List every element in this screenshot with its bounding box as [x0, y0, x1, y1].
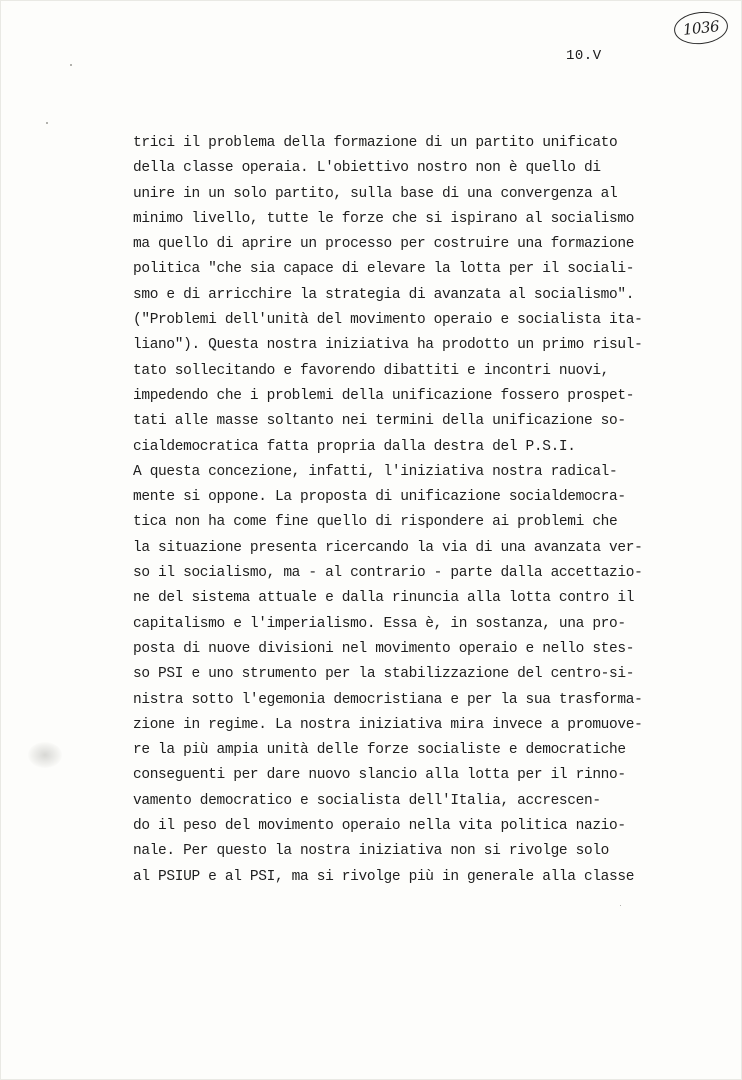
text-line: vamento democratico e socialista dell'Italia, accrescen-	[133, 792, 601, 809]
paper-smudge	[28, 742, 62, 768]
text-line: capitalismo e l'imperialismo. Essa è, in sostanza, una pro-	[133, 615, 626, 632]
text-line: tica non ha come fine quello di rispondere ai problemi che	[133, 514, 618, 531]
text-line: ma quello di aprire un processo per costruire una formazione	[133, 236, 635, 253]
text-line: mente si oppone. La proposta di unificazione socialdemocra-	[133, 489, 626, 506]
text-line: A questa concezione, infatti, l'iniziativa nostra radical-	[133, 463, 618, 480]
text-line: politica "che sia capace di elevare la lotta per il sociali-	[133, 261, 635, 278]
text-line: so il socialismo, ma - al contrario - parte dalla accettazio-	[133, 565, 643, 582]
text-line: trici il problema della formazione di un partito unificato	[133, 135, 618, 151]
text-line: re la più ampia unità delle forze socialiste e democratiche	[133, 742, 626, 759]
archive-number-stamp: 1036	[672, 9, 729, 46]
text-line: tati alle masse soltanto nei termini della unificazione so-	[133, 413, 626, 430]
text-line: zione in regime. La nostra iniziativa mira invece a promuove-	[133, 716, 643, 733]
text-line: ("Problemi dell'unità del movimento operaio e socialista ita-	[133, 312, 643, 329]
text-line: la situazione presenta ricercando la via di una avanzata ver-	[133, 539, 643, 556]
text-line: nistra sotto l'egemonia democristiana e per la sua trasforma-	[133, 691, 643, 708]
text-line: do il peso del movimento operaio nella vita politica nazio-	[133, 818, 626, 835]
text-line: unire in un solo partito, sulla base di una convergenza al	[133, 185, 618, 202]
text-line: ne del sistema attuale e dalla rinuncia alla lotta contro il	[133, 590, 635, 607]
text-line: posta di nuove divisioni nel movimento operaio e nello stes-	[133, 640, 635, 657]
text-line: smo e di arricchire la strategia di avanzata al socialismo".	[133, 286, 635, 303]
text-line: minimo livello, tutte le forze che si ispirano al socialismo	[133, 210, 635, 227]
text-line: liano"). Questa nostra iniziativa ha prodotto un primo risul-	[133, 337, 643, 354]
text-line: impedendo che i problemi della unificazione fossero prospet-	[133, 387, 635, 404]
text-line: so PSI e uno strumento per la stabilizzazione del centro-si-	[133, 666, 635, 683]
text-line: cialdemocratica fatta propria dalla destra del P.S.I.	[133, 438, 576, 455]
text-line: tato sollecitando e favorendo dibattiti e incontri nuovi,	[133, 362, 610, 379]
text-line: nale. Per questo la nostra iniziativa non si rivolge solo	[133, 843, 610, 860]
paper-speck	[620, 905, 621, 906]
paper-speck	[70, 64, 72, 66]
paper-speck	[46, 122, 48, 124]
page-number: 10.V	[566, 48, 602, 64]
text-line: al PSIUP e al PSI, ma si rivolge più in generale alla classe	[133, 868, 635, 885]
text-line: della classe operaia. L'obiettivo nostro non è quello di	[133, 160, 601, 177]
text-line: conseguenti per dare nuovo slancio alla lotta per il rinno-	[133, 767, 626, 784]
typewritten-body-text	[133, 131, 642, 890]
